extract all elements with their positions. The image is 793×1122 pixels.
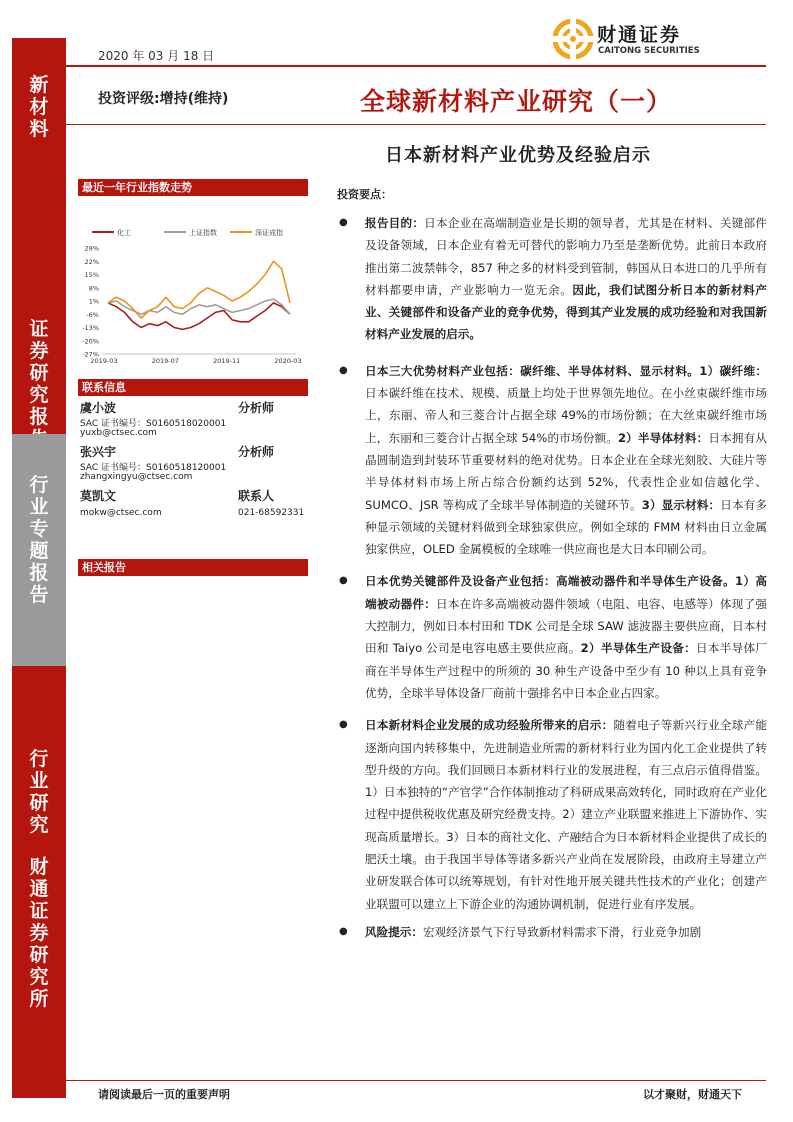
caitong-logo-icon — [553, 19, 593, 59]
contact-item — [78, 396, 308, 440]
contact-email[interactable]: zhangxingyu@ctsec.com — [80, 472, 193, 482]
legend-label: 上证指数 — [189, 229, 217, 237]
contact-name: 虞小波 — [80, 401, 117, 415]
title-divider — [66, 124, 766, 125]
sidebar — [12, 38, 66, 1098]
y-tick-label: -13% — [82, 324, 99, 332]
footer-disclaimer: 请阅读最后一页的重要声明 — [98, 1088, 230, 1101]
report-date: 2020 年 03 月 18 日 — [98, 49, 215, 63]
footer-slogan: 以才聚财，财通天下 — [643, 1088, 742, 1101]
legend-label: 深证成指 — [255, 229, 283, 237]
footer-divider — [66, 1080, 766, 1081]
contact-email[interactable]: mokw@ctsec.com — [80, 508, 162, 518]
y-tick-label: -6% — [86, 310, 99, 319]
sidebar-block-topic: 行 业 专 题 报 告 — [29, 474, 49, 606]
key-point-materials: ● 日本三大优势材料产业包括：碳纤维、半导体材料、显示材料。1）碳纤维：日本碳纤维在技术、规模、质量上均处于世界领先地位。在小丝束碳纤维市场上，东丽、帝人和三菱合计占据全球 49%的市场份额；在大丝束碳纤维市场上，东丽和三菱合计占据全球 54%的市场份额。2）半导体材料：日本拥有从晶圆制造到封装环节重要材料的绝对优势。日本企业在全球光刻胶、大硅片等半导体材料市场上所占综合份额约达到 52%，代表性企业如信越化学、SUMCO、JSR 等构成了全球半导体制造的关键环节。3）显示材料：日本有多种显示领域的关键材料做到全球独家供应。例如全球的 FMM 材料由日立金属独家供应，OLED 金属模板的全球唯一供应商也是大日本印刷公司。 — [337, 360, 767, 561]
contact-cert: SAC 证书编号：S0160518120001 — [80, 463, 227, 473]
series-line — [108, 303, 290, 330]
related-reports-heading: 相关报告 — [78, 559, 308, 576]
sidebar-block-industry: 行 业 研 究 — [29, 748, 49, 836]
contact-item — [78, 440, 308, 484]
y-tick-label: -27% — [82, 350, 99, 359]
sidebar-block-category: 新 材 料 — [29, 74, 49, 140]
y-tick-label: 29% — [84, 244, 99, 253]
index-trend-chart — [78, 196, 308, 376]
contact-heading: 联系信息 — [78, 379, 308, 396]
contact-name: 莫凯文 — [80, 489, 117, 503]
key-point-lessons: ● 日本新材料企业发展的成功经验所带来的启示：随着电子等新兴行业全球产能逐渐向国内转移集中，先进制造业所需的新材料行业为国内化工企业提供了转型升级的方向。我们回顾日本新材料行业的发展进程，有三点启示值得借鉴。1）日本独特的“产官学”合作体制推动了科研成果高效转化，同时政府在产业化过程中提供税收优惠及研究经费支持。2）建立产业联盟来推进上下游协作、实现高质量增长。3）日本的商社文化、产融结合为日本新材料企业提供了成长的肥沃土壤。由于我国半导体等诸多新兴产业尚在发展阶段，由政府主导建立产业研发联合体可以统筹规划，有针对性地开展关键共性技术的产业化；创建产业联盟可以建立上下游企业的沟通协调机制，促进行业有序发展。 — [337, 714, 767, 915]
key-point-purpose: ● 报告目的：日本企业在高端制造业是长期的领导者，尤其是在材料、关键部件及设备领域，日本企业有着无可替代的影响力乃至是垄断优势。此前日本政府推出第二波禁韩令，857 种之多的材料受到管制，韩国从日本进口的几乎所有材料都要申请，产业影响力一览无余。因此，我们试图分析日本的新材料产业、关键部件和设备产业的竞争优势，得到其产业发展的成功经验和对我国新材料产业发展的启示。 — [337, 212, 767, 346]
company-logo — [553, 18, 753, 62]
sidebar-block-report-type: 证 券 研 究 报 — [29, 318, 49, 428]
contact-role: 分析师 — [238, 401, 275, 415]
bullet-icon: ● — [339, 575, 348, 587]
logo-name: 财通证券 — [597, 24, 682, 46]
contact-role: 分析师 — [238, 445, 275, 459]
contact-cert: SAC 证书编号：S0160518020001 — [80, 419, 227, 429]
series-line — [108, 261, 290, 318]
contact-item — [78, 484, 308, 528]
y-tick-label: 15% — [84, 271, 99, 279]
logo-english: CAITONG SECURITIES — [598, 46, 700, 56]
x-tick-label: 2020-03 — [274, 357, 302, 365]
risk-warning: ● 风险提示：宏观经济景气下行导致新材料需求下滑，行业竞争加剧 — [337, 921, 767, 943]
bullet-icon: ● — [339, 719, 348, 731]
report-title: 全球新材料产业研究（一） — [360, 87, 673, 116]
sidebar-block-institute: 财 通 证 券 研 究 所 — [29, 856, 49, 1010]
related-reports-panel — [78, 559, 308, 576]
x-tick-label: 2019-03 — [90, 357, 118, 365]
index-trend-heading: 最近一年行业指数走势 — [78, 179, 308, 196]
contact-role: 联系人 — [238, 489, 275, 503]
y-tick-label: 22% — [84, 257, 99, 266]
bullet-icon: ● — [339, 217, 348, 228]
bullet-icon: ● — [339, 925, 348, 937]
y-tick-label: 1% — [88, 297, 99, 306]
index-trend-panel — [78, 179, 308, 376]
y-tick-label: -20% — [82, 337, 99, 346]
legend-label: 化工 — [117, 229, 131, 237]
bullet-icon: ● — [339, 364, 348, 376]
contact-panel — [78, 379, 308, 528]
x-tick-label: 2019-07 — [151, 357, 179, 365]
key-points-heading: 投资要点： — [337, 188, 392, 201]
y-tick-label: 8% — [88, 284, 99, 293]
header-divider — [66, 65, 766, 67]
key-points — [337, 186, 767, 943]
investment-rating: 投资评级:增持(维持) — [98, 91, 229, 107]
key-point-components: ● 日本优势关键部件及设备产业包括：高端被动器件和半导体生产设备。1）高端被动器件：日本在许多高端被动器件领域（电阻、电容、电感等）体现了强大控制力，例如日本村田和 TDK 公司是全球 SAW 滤波器主要供应商，日本村田和 Taiyo 公司是电容电感主要供应商。2）半导体生产设备：日本半导体厂商在半导体生产过程中的所须的 30 种生产设备中至少有 10 种以上具有竞争优势，全球半导体设备厂商前十强排名中日本企业占四家。 — [337, 570, 767, 704]
report-subtitle: 日本新材料产业优势及经验启示 — [385, 145, 651, 166]
contact-email[interactable]: yuxb@ctsec.com — [80, 428, 157, 438]
x-tick-label: 2019-11 — [213, 357, 241, 365]
contact-name: 张兴宇 — [80, 445, 117, 459]
contact-phone: 021-68592331 — [238, 508, 305, 518]
